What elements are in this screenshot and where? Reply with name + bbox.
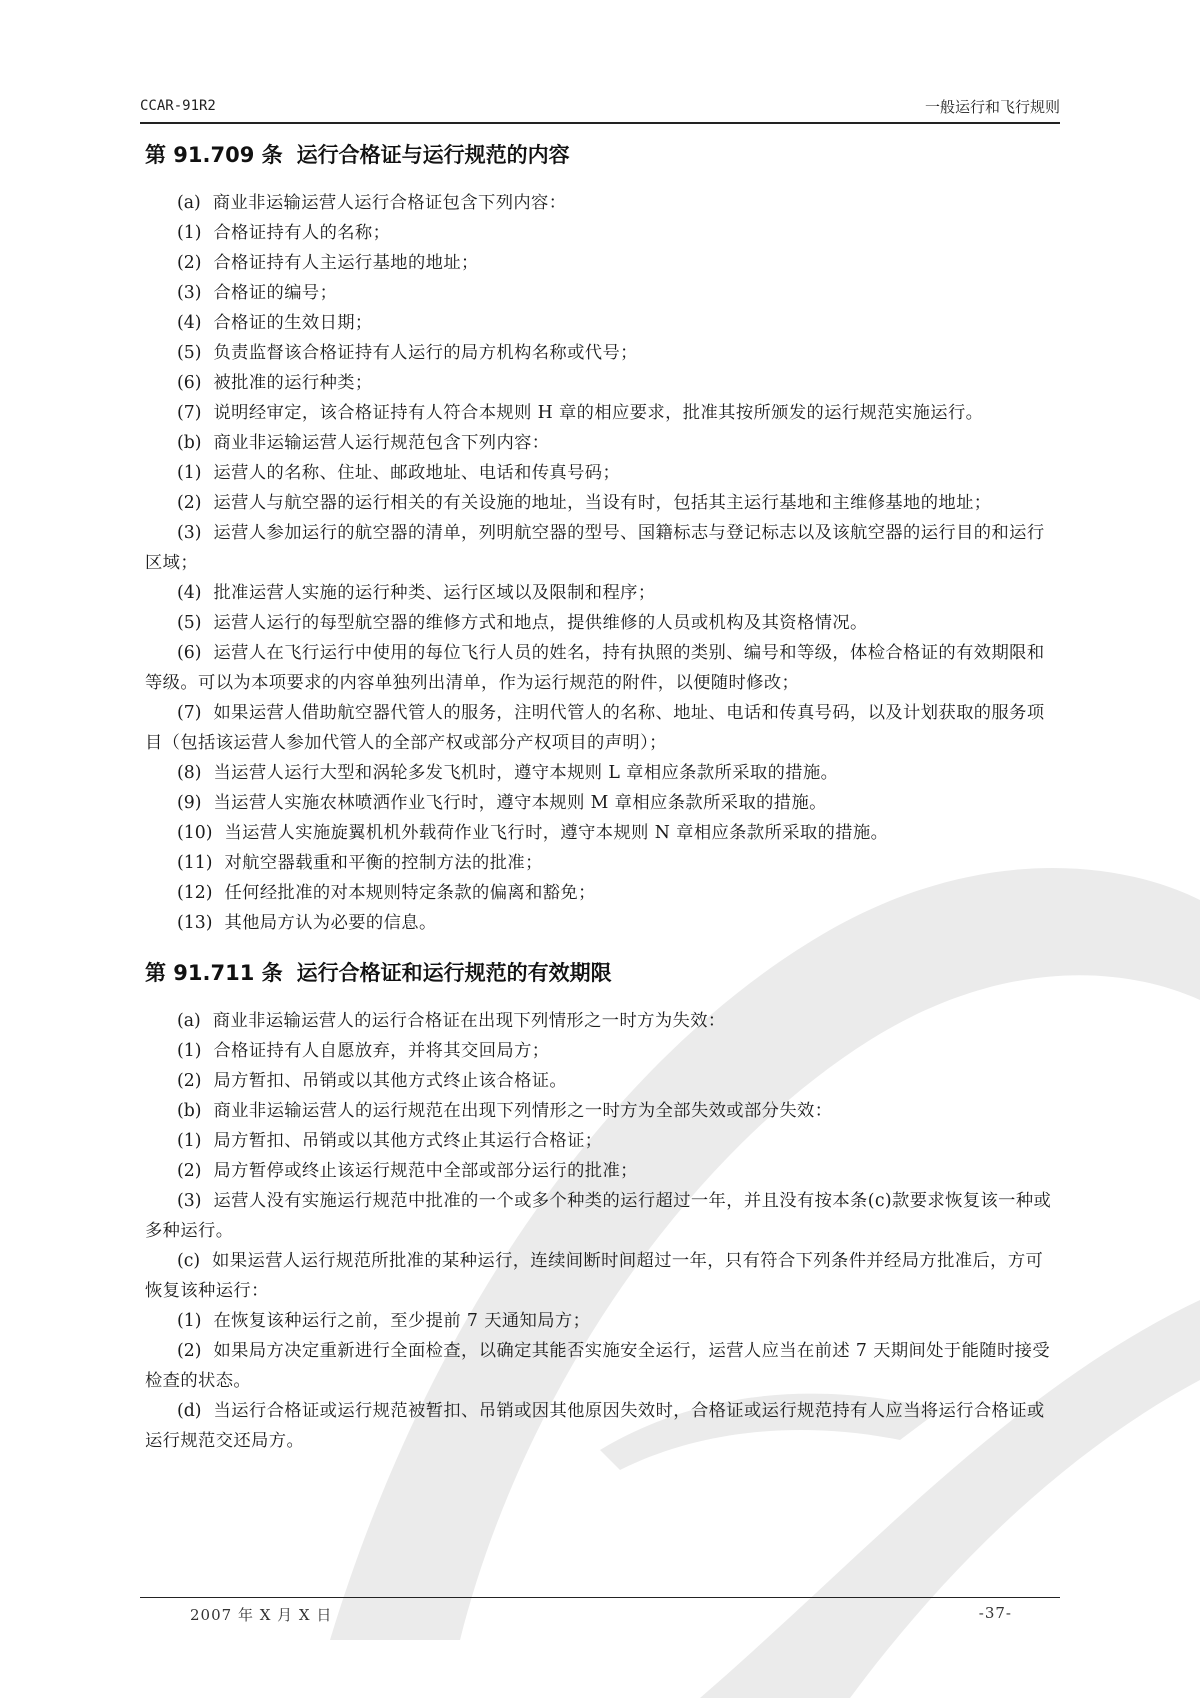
clause-item	[145, 1246, 1057, 1306]
clause-item	[145, 848, 1057, 878]
clause-text: 当运营人实施农林喷洒作业飞行时，遵守本规则 M 章相应条款所采取的措施。	[213, 793, 827, 813]
clause-marker: (9)	[177, 793, 202, 813]
clause-marker: (1)	[177, 463, 202, 483]
clause-marker: (2)	[177, 493, 202, 513]
clause-marker: (3)	[177, 523, 202, 543]
clause-text: 合格证的编号；	[213, 283, 338, 303]
section-title: 运行合格证与运行规范的内容	[296, 143, 570, 167]
clause-marker: (6)	[177, 643, 202, 663]
clause-item	[145, 1306, 1057, 1336]
clause-text: 商业非运输运营人运行合格证包含下列内容：	[212, 193, 567, 213]
clause-item	[145, 1336, 1057, 1396]
clause-text: 局方暂停或终止该运行规范中全部或部分运行的批准；	[213, 1161, 638, 1181]
clause-text: 如果运营人借助航空器代管人的服务，注明代管人的名称、地址、电话和传真号码，以及计划获取的服务项目（包括该运营人参加代管人的全部产权或部分产权项目的声明）；	[145, 703, 1045, 753]
clause-marker: (b)	[177, 1101, 202, 1121]
clause-item	[145, 1066, 1057, 1096]
section-title: 运行合格证和运行规范的有效期限	[296, 961, 612, 985]
clause-text: 商业非运输运营人运行规范包含下列内容：	[213, 433, 550, 453]
clause-text: 对航空器载重和平衡的控制方法的批准；	[224, 853, 543, 873]
page-number: -37-	[978, 1604, 1012, 1622]
clause-text: 说明经审定，该合格证持有人符合本规则 H 章的相应要求，批准其按所颁发的运行规范实施运行。	[213, 403, 984, 423]
clause-marker: (2)	[177, 1071, 202, 1091]
clause-text: 商业非运输运营人的运行合格证在出现下列情形之一时方为失效：	[212, 1011, 726, 1031]
clause-item	[145, 638, 1057, 698]
clause-text: 运营人的名称、住址、邮政地址、电话和传真号码；	[213, 463, 621, 483]
clause-marker: (1)	[177, 1131, 202, 1151]
clause-text: 运营人与航空器的运行相关的有关设施的地址，当设有时，包括其主运行基地和主维修基地的地址；	[213, 493, 992, 513]
clause-marker: (c)	[177, 1251, 201, 1271]
clause-text: 任何经批准的对本规则特定条款的偏离和豁免；	[224, 883, 596, 903]
clause-item	[145, 1096, 1057, 1126]
clause-item	[145, 1036, 1057, 1066]
clause-item	[145, 1126, 1057, 1156]
clause-text: 如果运营人运行规范所批准的某种运行，连续间断时间超过一年，只有符合下列条件并经局方批准后，方可恢复该种运行：	[145, 1251, 1044, 1301]
section-number: 第 91.709 条	[145, 143, 283, 167]
header-title: 一般运行和飞行规则	[924, 98, 1060, 116]
clause-text: 批准运营人实施的运行种类、运行区域以及限制和程序；	[213, 583, 656, 603]
clause-marker: (1)	[177, 1041, 202, 1061]
section-heading	[145, 958, 1057, 988]
section-number: 第 91.711 条	[145, 961, 283, 985]
clause-item	[145, 308, 1057, 338]
clause-text: 运营人没有实施运行规范中批准的一个或多个种类的运行超过一年，并且没有按本条(c)款要求恢复该一种或多种运行。	[145, 1191, 1052, 1241]
clause-item	[145, 1396, 1057, 1456]
clause-text: 当运营人运行大型和涡轮多发飞机时，遵守本规则 L 章相应条款所采取的措施。	[213, 763, 839, 783]
clause-item	[145, 758, 1057, 788]
clause-text: 合格证的生效日期；	[213, 313, 373, 333]
clause-item	[145, 1006, 1057, 1036]
clause-marker: (5)	[177, 343, 202, 363]
clause-text: 运营人在飞行运行中使用的每位飞行人员的姓名，持有执照的类别、编号和等级，体检合格证的有效期限和等级。可以为本项要求的内容单独列出清单，作为运行规范的附件，以便随时修改；	[145, 643, 1045, 693]
clause-text: 其他局方认为必要的信息。	[224, 913, 437, 933]
clause-marker: (4)	[177, 313, 202, 333]
clause-marker: (1)	[177, 1311, 202, 1331]
clause-marker: (a)	[177, 193, 201, 213]
section-91-711	[145, 958, 1057, 1456]
clause-marker: (3)	[177, 1191, 202, 1211]
clause-item	[145, 818, 1057, 848]
clause-item	[145, 1186, 1057, 1246]
clause-marker: (d)	[177, 1401, 202, 1421]
page-header	[140, 96, 1060, 124]
clause-item	[145, 398, 1057, 428]
clause-text: 运营人运行的每型航空器的维修方式和地点，提供维修的人员或机构及其资格情况。	[213, 613, 868, 633]
clause-item	[145, 608, 1057, 638]
clause-text: 局方暂扣、吊销或以其他方式终止该合格证。	[213, 1071, 568, 1091]
clause-item	[145, 188, 1057, 218]
clause-text: 被批准的运行种类；	[213, 373, 373, 393]
clause-marker: (12)	[177, 883, 213, 903]
clause-marker: (6)	[177, 373, 202, 393]
clause-marker: (4)	[177, 583, 202, 603]
clause-item	[145, 908, 1057, 938]
clause-marker: (7)	[177, 703, 202, 723]
clause-marker: (3)	[177, 283, 202, 303]
clause-text: 局方暂扣、吊销或以其他方式终止其运行合格证；	[213, 1131, 603, 1151]
clause-text: 商业非运输运营人的运行规范在出现下列情形之一时方为全部失效或部分失效：	[213, 1101, 833, 1121]
clause-text: 当运营人实施旋翼机机外载荷作业飞行时，遵守本规则 N 章相应条款所采取的措施。	[224, 823, 889, 843]
clause-marker: (5)	[177, 613, 202, 633]
clause-list	[145, 1006, 1057, 1456]
clause-item	[145, 488, 1057, 518]
clause-marker: (2)	[177, 253, 202, 273]
clause-text: 运营人参加运行的航空器的清单，列明航空器的型号、国籍标志与登记标志以及该航空器的运行目的和运行区域；	[145, 523, 1045, 573]
clause-marker: (1)	[177, 223, 202, 243]
clause-item	[145, 338, 1057, 368]
clause-text: 合格证持有人主运行基地的地址；	[213, 253, 479, 273]
clause-text: 如果局方决定重新进行全面检查，以确定其能否实施安全运行，运营人应当在前述 7 天期间处于能随时接受检查的状态。	[145, 1341, 1051, 1391]
clause-marker: (a)	[177, 1011, 201, 1031]
clause-marker: (8)	[177, 763, 202, 783]
clause-text: 负责监督该合格证持有人运行的局方机构名称或代号；	[213, 343, 638, 363]
clause-text: 在恢复该种运行之前，至少提前 7 天通知局方；	[213, 1311, 591, 1331]
clause-marker: (2)	[177, 1161, 202, 1181]
section-heading	[145, 140, 1057, 170]
clause-item	[145, 518, 1057, 578]
clause-item	[145, 218, 1057, 248]
clause-item	[145, 428, 1057, 458]
clause-item	[145, 788, 1057, 818]
clause-marker: (2)	[177, 1341, 202, 1361]
clause-marker: (10)	[177, 823, 213, 843]
clause-item	[145, 878, 1057, 908]
page-footer	[140, 1597, 1060, 1628]
clause-marker: (11)	[177, 853, 213, 873]
clause-item	[145, 698, 1057, 758]
regulation-code: CCAR-91R2	[140, 98, 216, 114]
clause-item	[145, 368, 1057, 398]
clause-text: 合格证持有人的名称；	[213, 223, 391, 243]
clause-marker: (7)	[177, 403, 202, 423]
clause-item	[145, 1156, 1057, 1186]
clause-item	[145, 578, 1057, 608]
clause-item	[145, 278, 1057, 308]
clause-item	[145, 458, 1057, 488]
clause-marker: (13)	[177, 913, 213, 933]
clause-text: 当运行合格证或运行规范被暂扣、吊销或因其他原因失效时，合格证或运行规范持有人应当将运行合格证或运行规范交还局方。	[145, 1401, 1045, 1451]
clause-item	[145, 248, 1057, 278]
clause-text: 合格证持有人自愿放弃，并将其交回局方；	[213, 1041, 550, 1061]
clause-marker: (b)	[177, 433, 202, 453]
issue-date: 2007 年 X 月 X 日	[190, 1606, 333, 1624]
section-91-709	[145, 140, 1057, 938]
clause-list	[145, 188, 1057, 938]
document-body	[145, 140, 1057, 1456]
